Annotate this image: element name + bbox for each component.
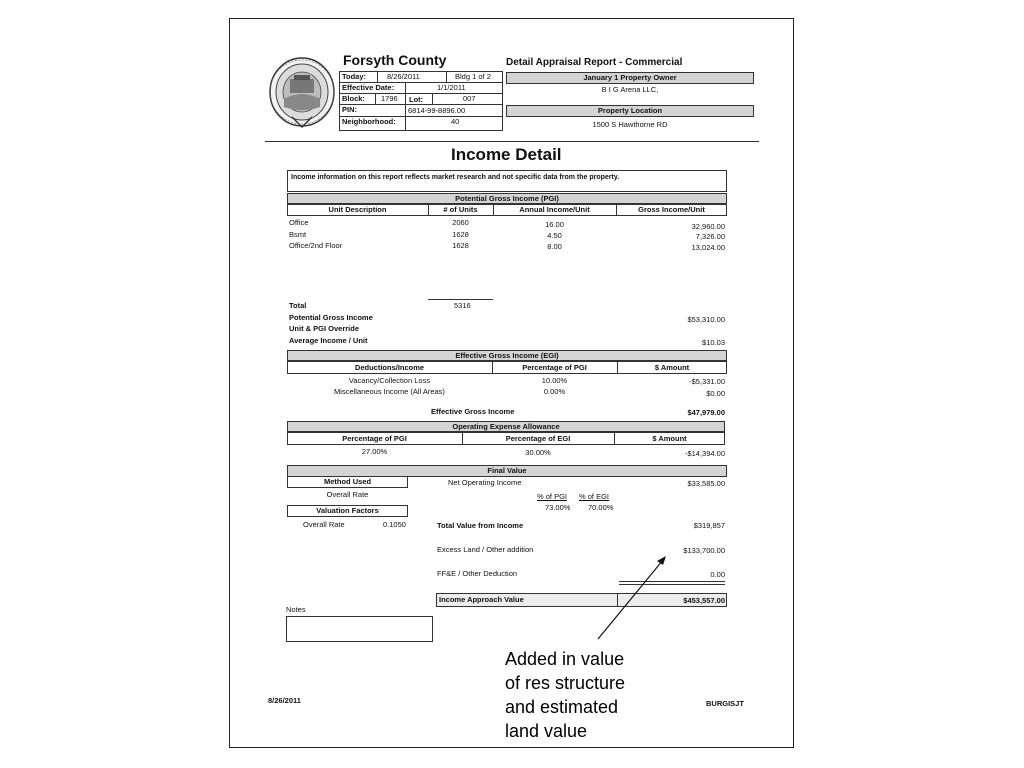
- egi-value: $47,979.00: [687, 408, 725, 417]
- ffe-label: FF&E / Other Deduction: [437, 569, 518, 578]
- location-heading: Property Location: [506, 105, 754, 117]
- opex-col-amount: $ Amount: [652, 434, 687, 443]
- opex-pct-egi: 30.00%: [525, 448, 551, 457]
- pgi-row-annual: 16.00: [545, 220, 564, 229]
- pgi-heading: Potential Gross Income (PGI): [287, 193, 727, 204]
- rate-label: Overall Rate: [303, 520, 345, 529]
- notes-box: [286, 616, 433, 642]
- egi-label: Effective Gross Income: [431, 407, 515, 416]
- units-total-rule: [428, 299, 493, 300]
- pgi-col-desc: Unit Description: [328, 205, 387, 214]
- pgi-row-gross: 7,326.00: [695, 232, 725, 241]
- opex-pct-pgi: 27.00%: [361, 447, 388, 456]
- report-title: Detail Appraisal Report - Commercial: [506, 57, 683, 68]
- annotation-line: of res structure: [505, 673, 626, 693]
- pct-egi-label: % of EGI: [579, 492, 610, 501]
- override-label: Unit & PGI Override: [289, 324, 360, 333]
- today-value: 8/26/2011: [387, 72, 420, 81]
- pgi-row-units: 2060: [452, 218, 469, 227]
- block-label: Block:: [342, 94, 365, 103]
- egi-row-pct: 0.00%: [543, 387, 566, 396]
- rate-value: 0.1050: [383, 520, 406, 529]
- pct-pgi-value: 73.00%: [545, 503, 571, 512]
- pgi-row-annual: 8.00: [547, 242, 562, 251]
- county-seal-icon: [268, 55, 336, 133]
- lot-value: 007: [463, 94, 476, 103]
- footer-user: BURGISJT: [706, 699, 744, 708]
- opex-col-egi: Percentage of EGI: [505, 434, 571, 443]
- pgi-row-desc: Bsmt: [289, 230, 307, 239]
- neighborhood-label: Neighborhood:: [342, 117, 396, 126]
- pct-pgi-label: % of PGI: [537, 492, 568, 501]
- ffe-value: 0.00: [710, 570, 725, 579]
- noi-value: $33,585.00: [687, 479, 725, 488]
- pgi-row-units: 1628: [452, 230, 469, 239]
- annotation-line: and estimated: [505, 697, 619, 717]
- header-divider: [265, 141, 759, 142]
- excess-land-value: $133,700.00: [683, 546, 725, 555]
- footer-date: 8/26/2011: [268, 696, 301, 705]
- pgi-row-units: 1628: [452, 241, 469, 250]
- approach-value: $453,557.00: [683, 596, 725, 605]
- annotation-text: [505, 647, 625, 743]
- pct-egi-value: 70.00%: [588, 503, 614, 512]
- noi-label: Net Operating Income: [448, 478, 522, 487]
- opex-heading: Operating Expense Allowance: [287, 421, 725, 432]
- annotation-line: land value: [505, 721, 588, 741]
- egi-row-amount: -$5,331.00: [689, 377, 725, 386]
- county-title: Forsyth County: [343, 52, 447, 68]
- lot-label: Lot:: [409, 95, 424, 104]
- owner-value: B I G Arena LLC,: [601, 85, 659, 94]
- pgi-col-gross: Gross Income/Unit: [638, 205, 705, 214]
- pgi-col-annual: Annual Income/Unit: [519, 205, 590, 214]
- pgi-total-label: Total: [289, 301, 307, 310]
- total-income-label: Total Value from Income: [437, 521, 524, 530]
- info-note: Income information on this report reflects market research and not specific data from the property.: [287, 170, 727, 192]
- pgi-row-annual: 4.50: [547, 231, 562, 240]
- excess-land-label: Excess Land / Other addition: [437, 545, 534, 554]
- egi-heading: Effective Gross Income (EGI): [287, 350, 727, 361]
- pin-value: 6814-99-8896.00: [408, 106, 466, 115]
- egi-col-pct: Percentage of PGI: [522, 363, 587, 372]
- valuation-heading: Valuation Factors: [287, 505, 408, 517]
- block-value: 1796: [381, 94, 398, 103]
- pgi-col-units: # of Units: [443, 205, 478, 214]
- pgi-label: Potential Gross Income: [289, 313, 373, 322]
- notes-label: Notes: [286, 605, 306, 614]
- neighborhood-value: 40: [451, 117, 460, 126]
- egi-row-amount: $0.00: [706, 389, 725, 398]
- pgi-row-gross: 13,024.00: [691, 243, 725, 252]
- opex-amount: -$14,394.00: [684, 449, 725, 458]
- final-heading: Final Value: [287, 465, 727, 477]
- pin-label: PIN:: [342, 105, 357, 114]
- egi-col-deductions: Deductions/Income: [354, 363, 425, 372]
- annotation-line: Added in value: [505, 649, 625, 669]
- opex-col-pgi: Percentage of PGI: [342, 434, 407, 443]
- page-title: Income Detail: [451, 145, 562, 164]
- egi-col-amount: $ Amount: [654, 363, 690, 372]
- avg-income-label: Average Income / Unit: [289, 336, 368, 345]
- approach-label: Income Approach Value: [439, 595, 524, 604]
- location-value: 1500 S Hawthorne RD: [592, 120, 668, 129]
- annotation-arrow-icon: [590, 550, 680, 646]
- egi-row-pct: 10.00%: [541, 376, 568, 385]
- pgi-total-units: 5316: [454, 301, 471, 310]
- effective-date-value: 1/1/2011: [437, 83, 466, 92]
- egi-row-label: Miscellaneous Income (All Areas): [334, 387, 445, 396]
- method-value: Overall Rate: [326, 490, 369, 499]
- method-heading: Method Used: [287, 476, 408, 488]
- pgi-row-gross: 32,960.00: [691, 222, 725, 231]
- avg-income-value: $10.03: [702, 338, 725, 347]
- egi-row-label: Vacancy/Collection Loss: [348, 376, 431, 385]
- pgi-row-desc: Office/2nd Floor: [289, 241, 343, 250]
- pgi-row-desc: Office: [289, 218, 309, 227]
- owner-heading: January 1 Property Owner: [506, 72, 754, 84]
- pgi-value: $53,310.00: [687, 315, 725, 324]
- today-label: Today:: [342, 72, 367, 81]
- total-income-value: $319,857: [693, 521, 725, 530]
- bldg-value: Bldg 1 of 2: [455, 72, 491, 81]
- effective-date-label: Effective Date:: [342, 83, 395, 92]
